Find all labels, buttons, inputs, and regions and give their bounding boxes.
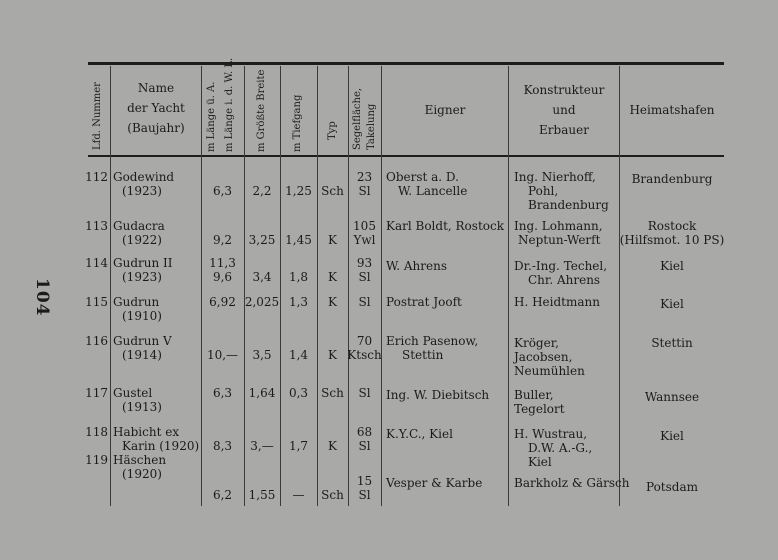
builder-line: Pohl, [528, 184, 559, 198]
header-breite: m Größte Breite [256, 69, 267, 152]
builder-line: Neptun-Werft [518, 233, 601, 247]
rig: Sl [358, 439, 371, 453]
length-wl: 9,6 [212, 270, 233, 284]
type: Sch [321, 386, 344, 400]
length: 6,3 [212, 184, 233, 198]
rig: Sl [358, 184, 371, 198]
type: K [328, 348, 337, 362]
yacht-year: Karin (1920) [122, 439, 200, 453]
home-port: Potsdam [645, 480, 698, 494]
length: 6,3 [212, 386, 233, 400]
rig: Sl [358, 386, 371, 400]
header-takelung: Takelung [366, 103, 377, 150]
yacht-name: Gudrun V [113, 334, 172, 348]
sail-area: 15 [356, 474, 373, 488]
row-number: 116 [85, 334, 108, 348]
column-divider [508, 66, 509, 506]
header-konstrukteur [510, 80, 618, 140]
row-number: 118 [85, 425, 108, 439]
length: 6,2 [212, 488, 233, 502]
yacht-name: Gudacra [113, 219, 165, 233]
draft: 1,7 [288, 439, 309, 453]
builder-line: Ing. Lohmann, [514, 219, 603, 233]
header-segelflaeche: Segelfläche, [352, 87, 363, 150]
builder-line: Ing. Nierhoff, [514, 170, 596, 184]
yacht-year: (1914) [122, 348, 162, 362]
home-port: Wannsee [644, 390, 700, 404]
column-divider [381, 66, 382, 506]
yacht-year: (1913) [122, 400, 162, 414]
home-port-note: (Hilfsmot. 10 PS) [619, 233, 725, 247]
home-port: Kiel [660, 259, 684, 273]
header-tiefgang: m Tiefgang [292, 94, 303, 152]
beam: 2,2 [252, 184, 272, 198]
length: 10,— [206, 348, 239, 362]
header-konstrukteur-line: Konstrukteur [523, 83, 605, 97]
header-nummer: Lfd. Nummer [92, 82, 103, 150]
home-port: Kiel [660, 429, 684, 443]
header-laenge-ueber-alles: m Länge ü. A. [206, 81, 217, 152]
yacht-name: Gudrun [113, 295, 160, 309]
header-name-line: (Baujahr) [127, 121, 185, 135]
type: K [328, 270, 337, 284]
builder-line: Brandenburg [528, 198, 609, 212]
owner-line: Postrat Jooft [386, 295, 462, 309]
rig: Sl [358, 270, 371, 284]
yacht-year: (1922) [122, 233, 162, 247]
yacht-year: (1923) [122, 270, 162, 284]
beam: 3,25 [248, 233, 276, 247]
builder-line: Jacobsen, [514, 350, 573, 364]
builder-line: Kiel [528, 455, 552, 469]
yacht-name: Habicht ex [113, 425, 180, 439]
builder-line: Neumühlen [514, 364, 585, 378]
type: K [328, 233, 337, 247]
header-eigner: Eigner [424, 103, 466, 117]
type: K [328, 439, 337, 453]
type: K [328, 295, 337, 309]
builder-line: Barkholz & Gärsch [514, 476, 630, 490]
row-number: 114 [85, 256, 108, 270]
builder-line: Buller, [514, 388, 554, 402]
builder-line: Chr. Ahrens [528, 273, 601, 287]
beam: 1,64 [248, 386, 276, 400]
header-laenge-wl: m Länge i. d. W. L. [224, 57, 235, 152]
header-heimatshafen: Heimatshafen [629, 103, 715, 117]
owner-line: Ing. W. Diebitsch [386, 388, 490, 402]
header-rule [88, 155, 724, 157]
owner-line: W. Ahrens [386, 259, 447, 273]
length: 6,92 [209, 295, 236, 309]
rig: Ywl [353, 233, 376, 247]
builder-line: Tegelort [514, 402, 565, 416]
beam: 3,— [250, 439, 274, 453]
owner-line: W. Lancelle [398, 184, 468, 198]
sail-area: 70 [356, 334, 373, 348]
rig: Ktsch [347, 348, 382, 362]
header-konstrukteur-line: und [552, 103, 576, 117]
beam: 3,4 [252, 270, 272, 284]
rig: Sl [358, 488, 371, 502]
builder-line: H. Heidtmann [514, 295, 600, 309]
yacht-name: Godewind [113, 170, 175, 184]
length: 8,3 [212, 439, 233, 453]
home-port: Rostock [647, 219, 697, 233]
draft: 1,8 [288, 270, 309, 284]
yacht-year: (1923) [122, 184, 162, 198]
home-port: Stettin [651, 336, 693, 350]
page-number: 104 [32, 278, 52, 317]
owner-line: Erich Pasenow, [386, 334, 479, 348]
builder-line: Kröger, [514, 336, 559, 350]
yacht-name: Gustel [113, 386, 153, 400]
draft: 1,45 [285, 233, 312, 247]
owner-line: Vesper & Karbe [386, 476, 483, 490]
yacht-year: (1920) [122, 467, 162, 481]
beam: 3,5 [252, 348, 272, 362]
home-port: Kiel [660, 297, 684, 311]
builder-line: H. Wustrau, [514, 427, 588, 441]
top-rule [88, 62, 724, 65]
row-number: 119 [85, 453, 108, 467]
owner-line: Karl Boldt, Rostock [386, 219, 504, 233]
draft: 0,3 [288, 386, 309, 400]
rig: Sl [358, 295, 371, 309]
type: Sch [321, 488, 344, 502]
owner-line: K.Y.C., Kiel [386, 427, 453, 441]
owner-line: Stettin [402, 348, 444, 362]
header-konstrukteur-line: Erbauer [539, 123, 589, 137]
sail-area: 23 [356, 170, 373, 184]
sail-area: 105 [353, 219, 376, 233]
row-number: 113 [85, 219, 108, 233]
length: 11,3 [209, 256, 236, 270]
draft: — [292, 488, 305, 502]
row-number: 115 [85, 295, 108, 309]
home-port: Brandenburg [631, 172, 713, 186]
yacht-year: (1910) [122, 309, 162, 323]
draft: 1,25 [285, 184, 312, 198]
column-divider [110, 66, 111, 506]
column-divider [619, 66, 620, 506]
draft: 1,4 [288, 348, 309, 362]
row-number: 112 [85, 170, 108, 184]
builder-line: D.W. A.-G., [528, 441, 593, 455]
header-typ: Typ [327, 121, 338, 140]
beam: 1,55 [248, 488, 276, 502]
header-name-line: Name [137, 81, 175, 95]
header-name [112, 78, 200, 138]
builder-line: Dr.-Ing. Techel, [514, 259, 608, 273]
sail-area: 68 [356, 425, 373, 439]
yacht-name: Häschen [113, 453, 167, 467]
sail-area: 93 [356, 256, 373, 270]
beam: 2,025 [244, 295, 280, 309]
owner-line: Oberst a. D. [386, 170, 459, 184]
header-name-line: der Yacht [127, 101, 185, 115]
draft: 1,3 [288, 295, 309, 309]
type: Sch [321, 184, 344, 198]
row-number: 117 [85, 386, 108, 400]
yacht-name: Gudrun II [113, 256, 173, 270]
length: 9,2 [212, 233, 233, 247]
